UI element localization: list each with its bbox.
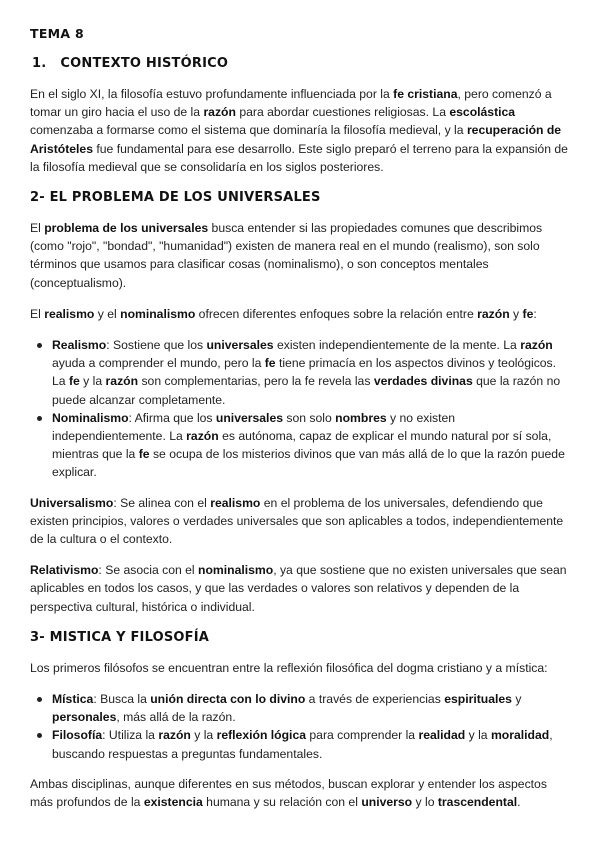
text: : Afirma que los [128, 410, 216, 425]
text: y lo [412, 795, 438, 810]
bold-term: Realismo [52, 338, 107, 353]
text: Ambas disciplinas, aunque diferentes en sus métodos, buscan explorar y entender los aspectos más profundos de la [30, 776, 547, 810]
bold-term: universales [215, 410, 283, 425]
text: : Se asocia con el [98, 563, 199, 578]
bullet-icon [37, 343, 42, 348]
text: existen independientemente de la mente. La [273, 338, 521, 353]
text: . [517, 795, 521, 810]
text: ayuda a comprender el mundo, pero la [52, 356, 265, 371]
bold-term: fe [264, 356, 276, 371]
text: para comprender la [306, 728, 419, 743]
bold-term: personales [52, 710, 117, 725]
text: busca entender si las propiedades comunes que describimos (como "rojo", "bondad", "humanidad") existen de manera real en el mundo (realismo), son solo términos que usamos para clasificar cosas (nominalismo), o son conceptos mentales (conceptualismo). [30, 221, 543, 290]
section-3-paragraph-2 [30, 775, 570, 811]
bold-term: razón [158, 728, 191, 743]
bold-term: fe [68, 374, 80, 389]
bold-term: moralidad [490, 728, 550, 743]
text: : Busca la [93, 692, 151, 707]
text: ofrecen diferentes enfoques sobre la relación entre [195, 306, 478, 321]
bullet-icon [37, 416, 42, 421]
text: y la [79, 374, 106, 389]
text: y [509, 306, 523, 321]
section-1-paragraph [30, 85, 570, 176]
bold-term: nominalismo [198, 563, 274, 578]
text: son complementarias, pero la fe revela las [138, 374, 374, 389]
text: fue fundamental para ese desarrollo. Este siglo preparó el terreno para la expansión de la filosofía medieval que se consolidaría en los siglos posteriores. [30, 141, 568, 174]
bold-term: universo [361, 795, 413, 810]
section-2-paragraph-1 [30, 219, 570, 292]
text: , buscando respuestas a preguntas fundamentales. [52, 728, 553, 761]
text: El [30, 306, 45, 321]
text: tiene primacía en los aspectos divinos y teológicos. La [52, 356, 557, 389]
text: y no existen independientemente. La [52, 410, 456, 444]
bold-term: razón [105, 374, 139, 389]
bold-term: problema de los universales [44, 221, 209, 236]
bold-term: fe cristiana [393, 87, 458, 101]
section-3-list [30, 690, 570, 763]
bold-term: realidad [418, 728, 466, 743]
text: , pero comenzó a tomar un giro hacia el uso de la [30, 87, 552, 120]
section-2-list [30, 336, 570, 482]
bold-term: Mística [52, 692, 94, 707]
text: : Sostiene que los [106, 338, 207, 353]
section-3-paragraph-1: Los primeros filósofos se encuentran entre la reflexión filosófica del dogma cristiano y a mística: [30, 660, 548, 675]
bold-term: razón [477, 306, 510, 321]
bold-term: nominalismo [120, 306, 196, 321]
text: en el problema de los universales, defendiendo que existen principios, valores o verdades universales que son aplicables a todos, independientemente de la cultura o el contexto. [30, 495, 564, 547]
text: se ocupa de los misterios divinos que van más allá de lo que la razón puede explicar. [52, 447, 565, 480]
bold-term: escolástica [449, 105, 516, 120]
bold-term: realismo [210, 495, 261, 510]
text: es autónoma, capaz de explicar el mundo natural por sí sola, mientras que la [52, 429, 552, 462]
section-1-number: 1. [32, 56, 47, 71]
bold-term: fe [138, 447, 150, 462]
bold-term: espirituales [444, 692, 512, 707]
text: que la razón no puede alcanzar completamente. [52, 374, 561, 407]
bold-term: fe [522, 306, 534, 321]
section-2-paragraph-2 [30, 305, 570, 323]
bold-term: Filosofía [52, 728, 103, 743]
text: comenzaba a formarse como el sistema que dominaría la filosofía medieval, y la [30, 123, 467, 138]
text: y la [465, 728, 491, 743]
bold-term: razón [520, 338, 553, 353]
text: son solo [283, 410, 336, 425]
bullet-icon [37, 697, 42, 702]
bold-term: Nominalismo [52, 410, 129, 425]
list-item-realismo [52, 336, 570, 409]
bold-term: existencia [143, 795, 203, 810]
bold-term: razón [186, 429, 219, 444]
text: , ya que sostiene que no existen universales que sean aplicables en todos los casos, y que las verdades o valores son relativos y dependen de la perspectiva cultural, histórica o individual. [30, 563, 567, 614]
text: y la [190, 728, 217, 743]
bold-term: recuperación de Aristóteles [30, 123, 562, 156]
list-item-filosofia [52, 726, 570, 762]
bold-term: Universalismo [30, 495, 114, 510]
text: y el [94, 306, 121, 321]
text: En el siglo XI, la filosofía estuvo profundamente influenciada por la [30, 87, 394, 101]
section-3-heading: 3- MISTICA Y FILOSOFÍA [30, 629, 210, 645]
section-2-paragraph-relativismo [30, 561, 570, 616]
document-title: TEMA 8 [30, 26, 85, 41]
text: : [533, 306, 537, 321]
section-2-heading: 2- EL PROBLEMA DE LOS UNIVERSALES [30, 190, 321, 206]
list-item-nominalismo [52, 409, 570, 482]
text: a través de experiencias [305, 692, 445, 707]
bold-term: universales [206, 338, 274, 353]
bold-term: Relativismo [30, 563, 99, 578]
section-2-paragraph-universalismo [30, 494, 570, 549]
text: El [30, 221, 45, 236]
text: y [511, 692, 522, 707]
bold-term: unión directa con lo divino [150, 692, 306, 707]
text: : Se alinea con el [113, 495, 211, 510]
bold-term: reflexión lógica [216, 728, 306, 743]
section-1-heading-text: CONTEXTO HISTÓRICO [60, 56, 229, 71]
section-1-heading [32, 55, 570, 73]
text: : Utiliza la [102, 728, 159, 743]
bold-term: realismo [44, 306, 95, 321]
text: para abordar cuestiones religiosas. La [235, 105, 450, 120]
list-item-mistica [52, 690, 570, 726]
text: humana y su relación con el [202, 795, 362, 810]
bold-term: nombres [335, 410, 387, 425]
bullet-icon [37, 733, 42, 738]
bold-term: verdades divinas [373, 374, 473, 389]
text: , más allá de la razón. [116, 710, 236, 725]
bold-term: trascendental [437, 795, 518, 810]
bold-term: razón [203, 105, 236, 120]
